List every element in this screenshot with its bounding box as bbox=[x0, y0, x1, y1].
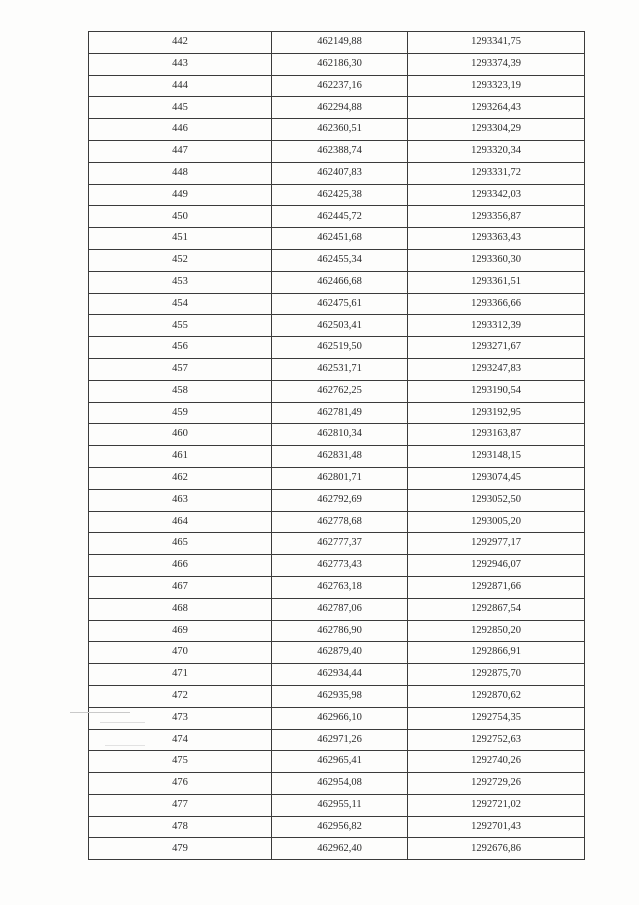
x-coordinate-cell: 462425,38 bbox=[272, 184, 408, 206]
y-coordinate-cell: 1292866,91 bbox=[408, 642, 585, 664]
x-coordinate-cell: 462810,34 bbox=[272, 424, 408, 446]
table-row bbox=[89, 75, 585, 97]
x-coordinate-cell: 462954,08 bbox=[272, 773, 408, 795]
point-number-cell: 476 bbox=[89, 773, 272, 795]
coordinates-table bbox=[88, 31, 585, 860]
y-coordinate-cell: 1292850,20 bbox=[408, 620, 585, 642]
y-coordinate-cell: 1293271,67 bbox=[408, 337, 585, 359]
y-coordinate-cell: 1293331,72 bbox=[408, 162, 585, 184]
y-coordinate-cell: 1293247,83 bbox=[408, 358, 585, 380]
table-row bbox=[89, 446, 585, 468]
y-coordinate-cell: 1293304,29 bbox=[408, 119, 585, 141]
x-coordinate-cell: 462831,48 bbox=[272, 446, 408, 468]
point-number-cell: 466 bbox=[89, 555, 272, 577]
x-coordinate-cell: 462879,40 bbox=[272, 642, 408, 664]
point-number-cell: 478 bbox=[89, 816, 272, 838]
x-coordinate-cell: 462786,90 bbox=[272, 620, 408, 642]
y-coordinate-cell: 1293148,15 bbox=[408, 446, 585, 468]
x-coordinate-cell: 462466,68 bbox=[272, 271, 408, 293]
y-coordinate-cell: 1292867,54 bbox=[408, 598, 585, 620]
point-number-cell: 467 bbox=[89, 576, 272, 598]
y-coordinate-cell: 1293052,50 bbox=[408, 489, 585, 511]
x-coordinate-cell: 462407,83 bbox=[272, 162, 408, 184]
table-row bbox=[89, 576, 585, 598]
x-coordinate-cell: 462445,72 bbox=[272, 206, 408, 228]
table-row bbox=[89, 664, 585, 686]
x-coordinate-cell: 462971,26 bbox=[272, 729, 408, 751]
point-number-cell: 474 bbox=[89, 729, 272, 751]
x-coordinate-cell: 462778,68 bbox=[272, 511, 408, 533]
point-number-cell: 452 bbox=[89, 249, 272, 271]
y-coordinate-cell: 1293264,43 bbox=[408, 97, 585, 119]
y-coordinate-cell: 1292946,07 bbox=[408, 555, 585, 577]
table-row bbox=[89, 838, 585, 860]
x-coordinate-cell: 462792,69 bbox=[272, 489, 408, 511]
table-row bbox=[89, 729, 585, 751]
point-number-cell: 457 bbox=[89, 358, 272, 380]
point-number-cell: 459 bbox=[89, 402, 272, 424]
y-coordinate-cell: 1292871,66 bbox=[408, 576, 585, 598]
table-row bbox=[89, 119, 585, 141]
y-coordinate-cell: 1292870,62 bbox=[408, 685, 585, 707]
y-coordinate-cell: 1292752,63 bbox=[408, 729, 585, 751]
x-coordinate-cell: 462388,74 bbox=[272, 140, 408, 162]
table-row bbox=[89, 620, 585, 642]
table-row bbox=[89, 467, 585, 489]
table-row bbox=[89, 707, 585, 729]
y-coordinate-cell: 1292729,26 bbox=[408, 773, 585, 795]
x-coordinate-cell: 462955,11 bbox=[272, 794, 408, 816]
point-number-cell: 444 bbox=[89, 75, 272, 97]
table-row bbox=[89, 271, 585, 293]
point-number-cell: 448 bbox=[89, 162, 272, 184]
table-row bbox=[89, 184, 585, 206]
point-number-cell: 458 bbox=[89, 380, 272, 402]
scan-artifact bbox=[70, 712, 130, 713]
point-number-cell: 475 bbox=[89, 751, 272, 773]
y-coordinate-cell: 1292676,86 bbox=[408, 838, 585, 860]
table-row bbox=[89, 773, 585, 795]
point-number-cell: 469 bbox=[89, 620, 272, 642]
point-number-cell: 473 bbox=[89, 707, 272, 729]
point-number-cell: 470 bbox=[89, 642, 272, 664]
scan-artifact bbox=[100, 722, 145, 723]
point-number-cell: 451 bbox=[89, 228, 272, 250]
point-number-cell: 472 bbox=[89, 685, 272, 707]
x-coordinate-cell: 462777,37 bbox=[272, 533, 408, 555]
table-row bbox=[89, 489, 585, 511]
x-coordinate-cell: 462531,71 bbox=[272, 358, 408, 380]
table-row bbox=[89, 97, 585, 119]
table-row bbox=[89, 816, 585, 838]
point-number-cell: 477 bbox=[89, 794, 272, 816]
point-number-cell: 461 bbox=[89, 446, 272, 468]
x-coordinate-cell: 462965,41 bbox=[272, 751, 408, 773]
y-coordinate-cell: 1293190,54 bbox=[408, 380, 585, 402]
y-coordinate-cell: 1293163,87 bbox=[408, 424, 585, 446]
table-row bbox=[89, 533, 585, 555]
y-coordinate-cell: 1293356,87 bbox=[408, 206, 585, 228]
x-coordinate-cell: 462360,51 bbox=[272, 119, 408, 141]
x-coordinate-cell: 462787,06 bbox=[272, 598, 408, 620]
x-coordinate-cell: 462956,82 bbox=[272, 816, 408, 838]
x-coordinate-cell: 462773,43 bbox=[272, 555, 408, 577]
table-row bbox=[89, 794, 585, 816]
y-coordinate-cell: 1293366,66 bbox=[408, 293, 585, 315]
table-row bbox=[89, 162, 585, 184]
x-coordinate-cell: 462966,10 bbox=[272, 707, 408, 729]
table-row bbox=[89, 249, 585, 271]
point-number-cell: 445 bbox=[89, 97, 272, 119]
y-coordinate-cell: 1293005,20 bbox=[408, 511, 585, 533]
x-coordinate-cell: 462237,16 bbox=[272, 75, 408, 97]
x-coordinate-cell: 462451,68 bbox=[272, 228, 408, 250]
y-coordinate-cell: 1292977,17 bbox=[408, 533, 585, 555]
point-number-cell: 450 bbox=[89, 206, 272, 228]
table-row bbox=[89, 424, 585, 446]
y-coordinate-cell: 1292721,02 bbox=[408, 794, 585, 816]
point-number-cell: 447 bbox=[89, 140, 272, 162]
x-coordinate-cell: 462503,41 bbox=[272, 315, 408, 337]
x-coordinate-cell: 462519,50 bbox=[272, 337, 408, 359]
y-coordinate-cell: 1293363,43 bbox=[408, 228, 585, 250]
x-coordinate-cell: 462186,30 bbox=[272, 53, 408, 75]
point-number-cell: 454 bbox=[89, 293, 272, 315]
x-coordinate-cell: 462475,61 bbox=[272, 293, 408, 315]
table-row bbox=[89, 380, 585, 402]
coordinates-table-body bbox=[89, 32, 585, 860]
table-row bbox=[89, 293, 585, 315]
point-number-cell: 443 bbox=[89, 53, 272, 75]
y-coordinate-cell: 1293341,75 bbox=[408, 32, 585, 54]
x-coordinate-cell: 462762,25 bbox=[272, 380, 408, 402]
x-coordinate-cell: 462962,40 bbox=[272, 838, 408, 860]
table-row bbox=[89, 685, 585, 707]
table-row bbox=[89, 402, 585, 424]
y-coordinate-cell: 1293074,45 bbox=[408, 467, 585, 489]
table-row bbox=[89, 642, 585, 664]
point-number-cell: 465 bbox=[89, 533, 272, 555]
x-coordinate-cell: 462781,49 bbox=[272, 402, 408, 424]
table-row bbox=[89, 511, 585, 533]
table-row bbox=[89, 598, 585, 620]
y-coordinate-cell: 1292754,35 bbox=[408, 707, 585, 729]
y-coordinate-cell: 1292875,70 bbox=[408, 664, 585, 686]
y-coordinate-cell: 1292740,26 bbox=[408, 751, 585, 773]
scan-artifact bbox=[105, 745, 145, 746]
y-coordinate-cell: 1293360,30 bbox=[408, 249, 585, 271]
x-coordinate-cell: 462149,88 bbox=[272, 32, 408, 54]
y-coordinate-cell: 1293342,03 bbox=[408, 184, 585, 206]
point-number-cell: 460 bbox=[89, 424, 272, 446]
point-number-cell: 442 bbox=[89, 32, 272, 54]
table-row bbox=[89, 140, 585, 162]
point-number-cell: 453 bbox=[89, 271, 272, 293]
point-number-cell: 456 bbox=[89, 337, 272, 359]
y-coordinate-cell: 1293361,51 bbox=[408, 271, 585, 293]
x-coordinate-cell: 462763,18 bbox=[272, 576, 408, 598]
y-coordinate-cell: 1293323,19 bbox=[408, 75, 585, 97]
y-coordinate-cell: 1293192,95 bbox=[408, 402, 585, 424]
point-number-cell: 463 bbox=[89, 489, 272, 511]
point-number-cell: 455 bbox=[89, 315, 272, 337]
point-number-cell: 471 bbox=[89, 664, 272, 686]
point-number-cell: 449 bbox=[89, 184, 272, 206]
y-coordinate-cell: 1292701,43 bbox=[408, 816, 585, 838]
point-number-cell: 479 bbox=[89, 838, 272, 860]
table-row bbox=[89, 555, 585, 577]
x-coordinate-cell: 462801,71 bbox=[272, 467, 408, 489]
point-number-cell: 462 bbox=[89, 467, 272, 489]
point-number-cell: 464 bbox=[89, 511, 272, 533]
table-row bbox=[89, 32, 585, 54]
table-row bbox=[89, 206, 585, 228]
y-coordinate-cell: 1293320,34 bbox=[408, 140, 585, 162]
point-number-cell: 468 bbox=[89, 598, 272, 620]
x-coordinate-cell: 462934,44 bbox=[272, 664, 408, 686]
y-coordinate-cell: 1293374,39 bbox=[408, 53, 585, 75]
table-row bbox=[89, 358, 585, 380]
table-row bbox=[89, 315, 585, 337]
table-row bbox=[89, 228, 585, 250]
x-coordinate-cell: 462294,88 bbox=[272, 97, 408, 119]
x-coordinate-cell: 462935,98 bbox=[272, 685, 408, 707]
x-coordinate-cell: 462455,34 bbox=[272, 249, 408, 271]
table-row bbox=[89, 337, 585, 359]
table-row bbox=[89, 751, 585, 773]
table-row bbox=[89, 53, 585, 75]
y-coordinate-cell: 1293312,39 bbox=[408, 315, 585, 337]
point-number-cell: 446 bbox=[89, 119, 272, 141]
